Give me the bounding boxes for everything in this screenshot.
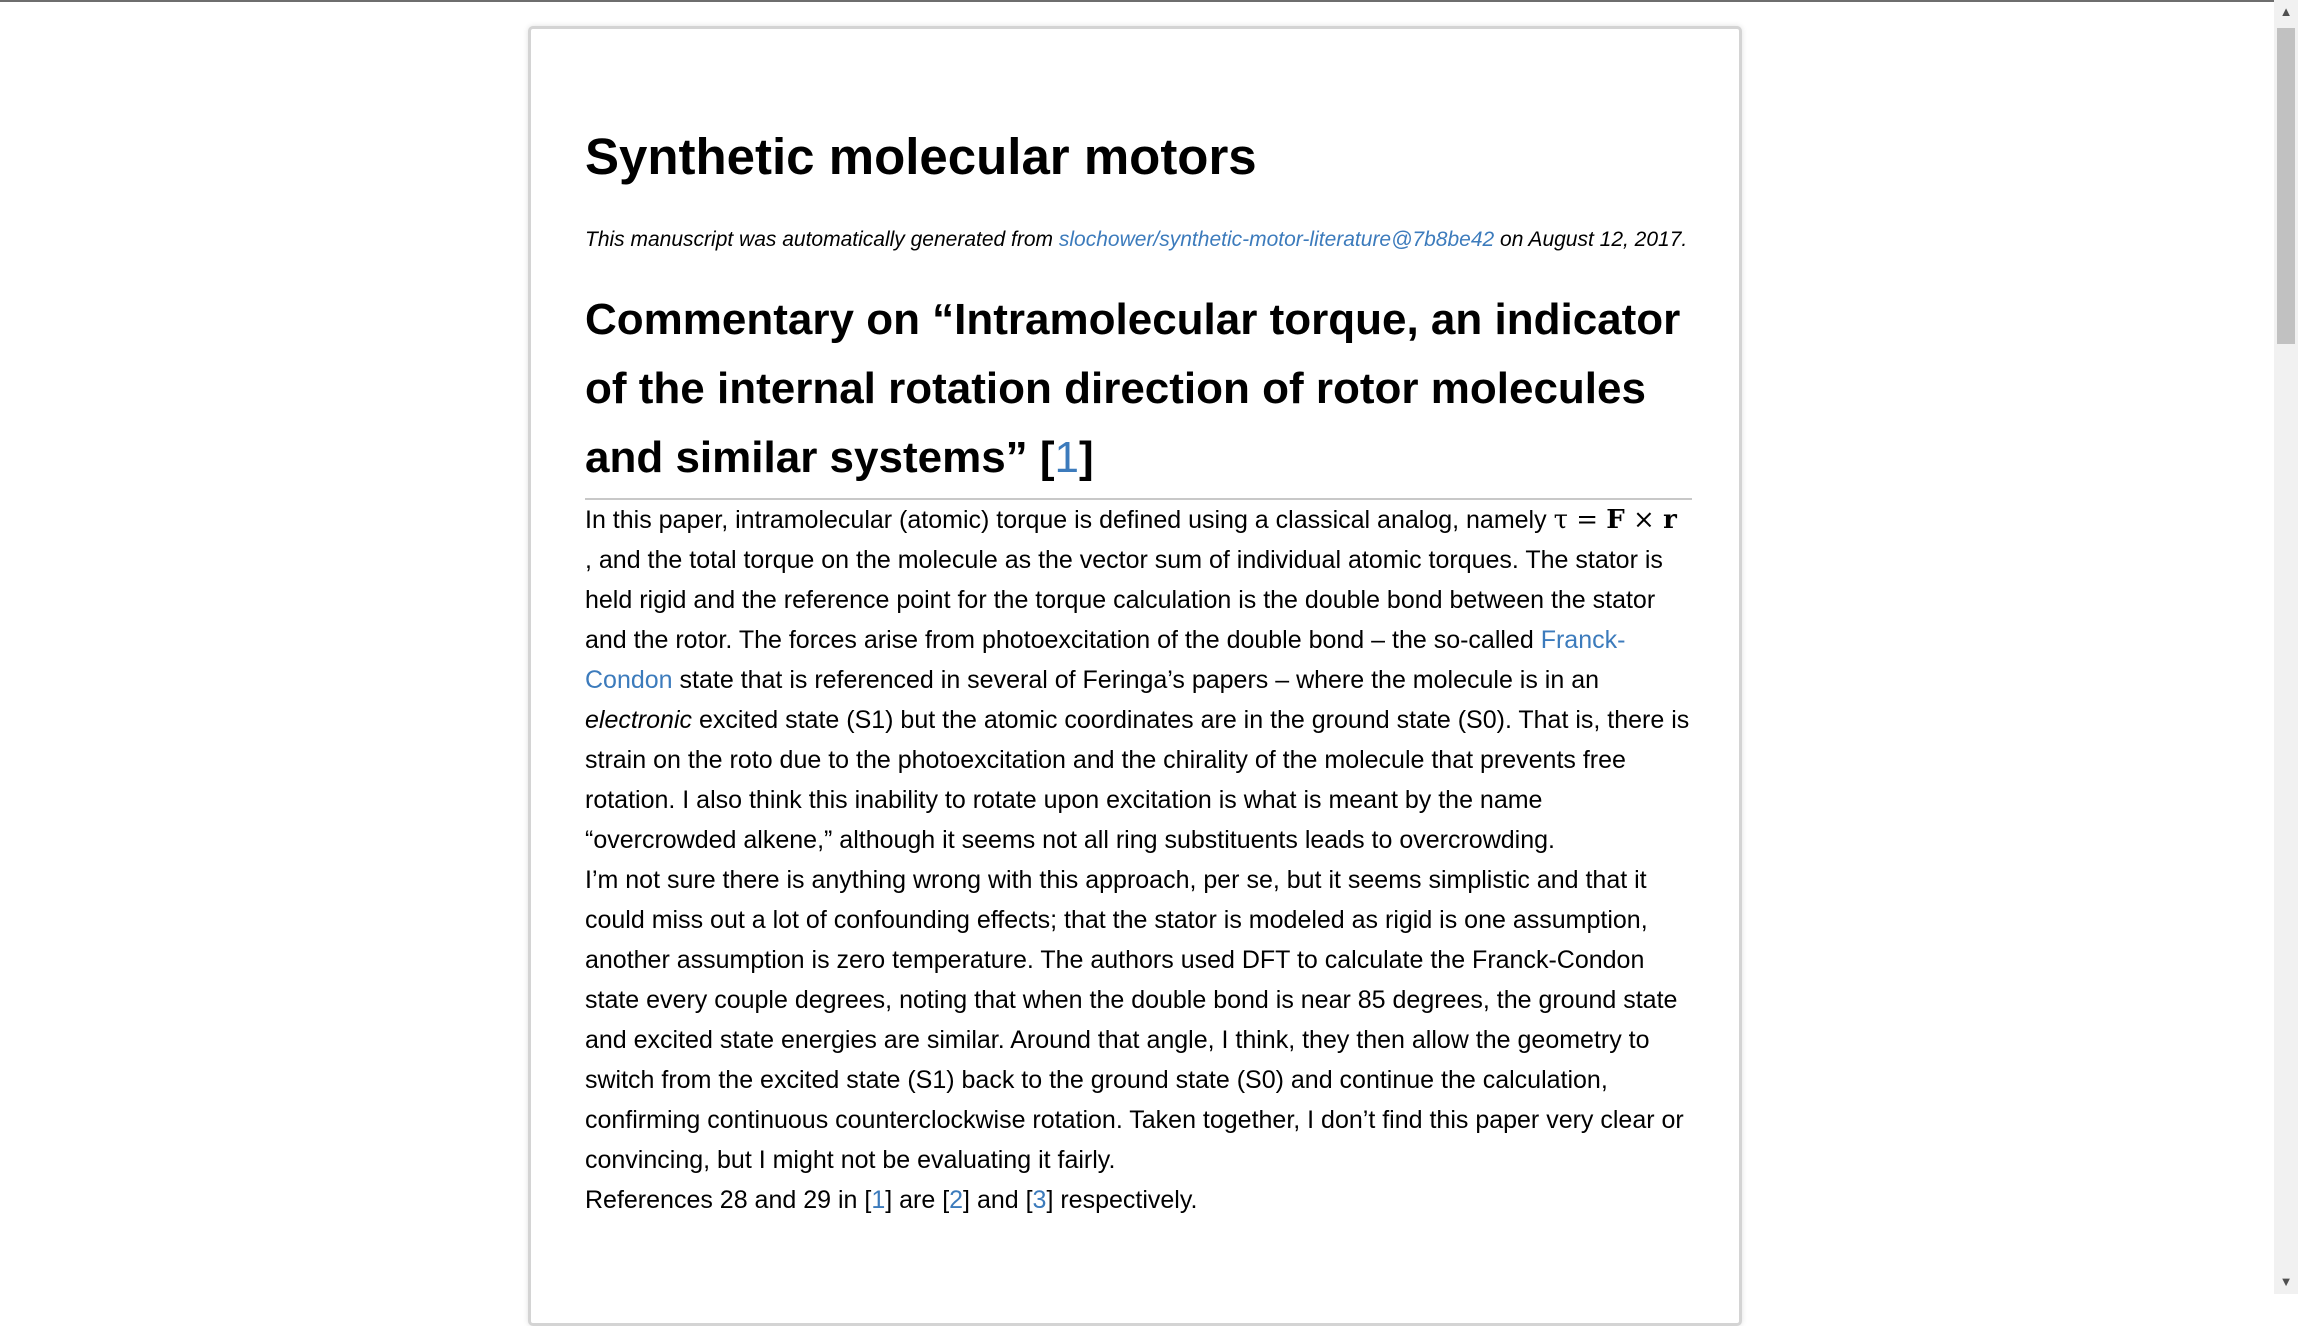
p3-text-1: References 28 and 29 in [ xyxy=(585,1186,872,1215)
browser-top-border xyxy=(0,0,2298,2)
p1-text-1: In this paper, intramolecular (atomic) torque is defined using a classical analog, namely xyxy=(585,506,1554,535)
p3-text-4: ] respectively. xyxy=(1046,1186,1198,1215)
scroll-down-icon[interactable]: ▼ xyxy=(2279,1274,2293,1289)
math-times: × xyxy=(1624,505,1664,536)
reference-link-2[interactable]: 2 xyxy=(949,1186,964,1215)
manuscript-content xyxy=(585,129,1692,1220)
section-heading xyxy=(585,285,1692,500)
p1-text-2: , and the total torque on the molecule as the vector sum of individual atomic torques. The stator is held rigid and the reference point for the torque calculation is the double bond between the stator and the rotor. The forces arise from photoexcitation of the double bond – the so-called xyxy=(585,546,1663,655)
section-heading-end: ] xyxy=(1079,433,1094,483)
section-citation-link[interactable]: 1 xyxy=(1054,433,1080,483)
manuscript-page xyxy=(528,26,1742,1326)
p1-text-3: state that is referenced in several of Feringa’s papers – where the molecule is in an xyxy=(672,666,1600,695)
p1-emphasis: electronic xyxy=(585,706,692,735)
reference-link-1[interactable]: 1 xyxy=(871,1186,886,1215)
paragraph-1 xyxy=(585,500,1692,860)
math-tau: τ xyxy=(1553,505,1568,536)
repo-link[interactable]: slochower/synthetic-motor-literature@7b8be42 xyxy=(1058,228,1495,252)
reference-link-3[interactable]: 3 xyxy=(1032,1186,1047,1215)
p3-text-3: ] and [ xyxy=(963,1186,1033,1215)
p1-text-4: excited state (S1) but the atomic coordinates are in the ground state (S0). That is, there is strain on the roto due to the photoexcitation and the chirality of the molecule that prevents free rotation. I also think this inability to rotate upon excitation is what is meant by the name “overcrowded alkene,” although it seems not all ring substituents leads to overcrowding. xyxy=(585,706,1690,855)
meta-suffix: on August 12, 2017. xyxy=(1494,228,1688,252)
paragraph-2: I’m not sure there is anything wrong with this approach, per se, but it seems simplistic and that it could miss out a lot of confounding effects; that the stator is modeled as rigid is one assumption, another assumption is zero temperature. The authors used DFT to calculate the Franck-Condon state every couple degrees, noting that when the double bond is near 85 degrees, the ground state and excited state energies are similar. Around that angle, I think, they then allow the geometry to switch from the excited state (S1) back to the ground state (S0) and continue the calculation, confirming continuous counterclockwise rotation. Taken together, I don’t find this paper very clear or convincing, but I might not be evaluating it fairly. xyxy=(585,866,1684,1175)
math-radius: r xyxy=(1663,505,1677,536)
scrollbar-thumb[interactable] xyxy=(2277,28,2295,344)
math-equals: = xyxy=(1567,505,1607,536)
paragraph-3 xyxy=(585,1180,1692,1220)
franck-condon-link[interactable]: Franck-Condon xyxy=(585,626,1626,695)
manuscript-meta xyxy=(585,225,1692,255)
scroll-up-icon[interactable]: ▲ xyxy=(2279,4,2293,19)
page-title: Synthetic molecular motors xyxy=(585,128,1257,185)
p3-text-2: ] are [ xyxy=(885,1186,950,1215)
vertical-scrollbar[interactable] xyxy=(2274,0,2298,1294)
section-heading-text: Commentary on “Intramolecular torque, an indicator of the internal rotation direction of rotor molecules and similar systems” [ xyxy=(585,295,1681,483)
math-force: F xyxy=(1606,505,1625,536)
meta-prefix: This manuscript was automatically generated from xyxy=(585,228,1059,252)
